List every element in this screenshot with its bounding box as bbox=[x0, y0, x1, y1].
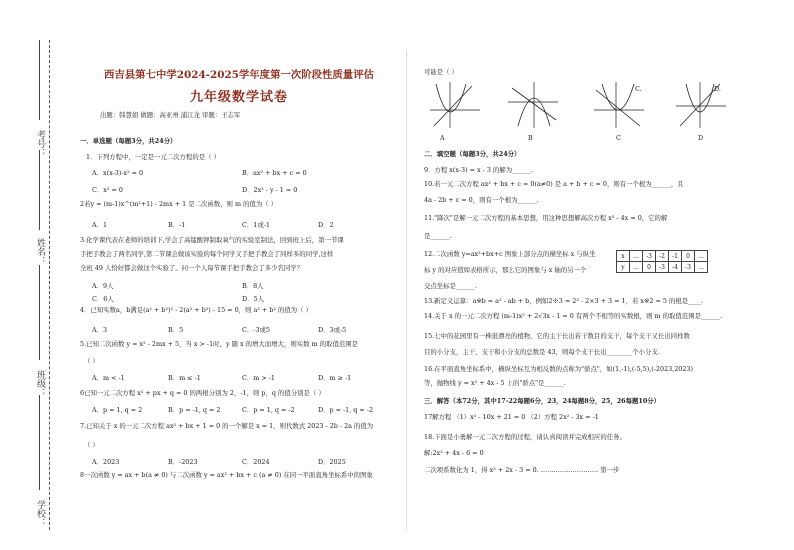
graph-label-b: B bbox=[528, 134, 533, 142]
q6-option-b: B．p = -1, q = 2 bbox=[168, 406, 221, 414]
exam-title: 西吉县第七中学2024-2025学年度第一次阶段性质量评估 bbox=[104, 69, 374, 81]
question-7-line-1: 7.已知关于 x 的一元二次方程 ax² + bx + 1 = 0 的一个解是 x = 1，则代数式 2023 - 2b - 2a 的值为 bbox=[80, 422, 374, 430]
table-cell: x bbox=[617, 251, 630, 262]
school-label: 学校： bbox=[35, 500, 45, 527]
graph-option-b bbox=[504, 80, 560, 130]
table-cell: -4 bbox=[669, 262, 682, 273]
right-column bbox=[420, 0, 742, 550]
q7-option-a: A．2023 bbox=[92, 458, 120, 466]
q3-option-b: B．8人 bbox=[242, 282, 264, 290]
q6-option-c: C．p = 1, q = -2 bbox=[242, 406, 295, 414]
table-cell: 0 bbox=[682, 251, 695, 262]
q6-option-a: A．p = 1, q = 2 bbox=[92, 406, 143, 414]
table-cell: y bbox=[617, 262, 630, 273]
section-answer: 三．解答（本72分，其中17-22每题6分，23，24每题8分，25，26每题10分） bbox=[424, 397, 661, 405]
school-line bbox=[39, 395, 40, 490]
question-11-line-1: 11."降次"是解一元二次方程的基本思想，用这种思想解高次方程 x³ - 4x = 0，它的解 bbox=[424, 214, 668, 222]
value-table bbox=[616, 250, 708, 273]
q1-option-d: D．2x² - y - 1 = 0 bbox=[242, 186, 298, 194]
q7-option-c: C．2024 bbox=[242, 458, 270, 466]
class-line bbox=[39, 265, 40, 360]
question-9: 9．方程 x(x-3) = x - 3 的解为______. bbox=[424, 166, 534, 174]
question-10-line-1: 10.若一元二次方程 ax² + bx + c = 0(a≠0) 是 a + b + c = 0，则有一个根为______，且 bbox=[424, 180, 684, 188]
question-14: 14.关于 x 的一元二次方程 (m-1)x² + 2√3x - 1 = 0 有两个不相等的实数根，则 m 的取值范围是______. bbox=[424, 312, 723, 320]
q1-option-a: A．x(x-3)-x² = 0 bbox=[92, 169, 144, 177]
section-fill-in: 二．填空题（每题3分，共24分） bbox=[424, 150, 521, 158]
question-3-line-1: 3.化学课代表在老师的培训下,学会了高锰酸钾制取氧气的实验室制法，回到班上后，第一节课 bbox=[80, 236, 344, 244]
question-8-continued: 可能是（ ） bbox=[424, 68, 458, 76]
q7-option-d: D．2025 bbox=[318, 458, 346, 466]
q2-option-c: C．1或-1 bbox=[242, 221, 270, 229]
table-cell: 0 bbox=[643, 262, 656, 273]
q3-option-c: C．6人 bbox=[92, 295, 114, 303]
q5-option-a: A．m < -1 bbox=[92, 374, 125, 382]
table-cell: -3 bbox=[656, 262, 669, 273]
question-15-line-1: 15.七中的花园里有一株很漂亮的植物，它的主干长出若干数目的支干，每个支干又长出同样数 bbox=[424, 332, 690, 340]
question-1: 1．下列方程中，一定是一元二次方程的是（ ） bbox=[86, 153, 220, 161]
question-2: 2若y = (m-1)x^(m²+1) - 2mx + 1 是二次函数，则 m 的值为（ ） bbox=[80, 200, 278, 208]
question-11-line-2: 是______. bbox=[424, 232, 452, 240]
q3-option-d: D．5人 bbox=[242, 295, 264, 303]
table-cell: -2 bbox=[656, 251, 669, 262]
left-column bbox=[80, 0, 398, 550]
question-15-line-2: 目的小分支，主干、支干和小分支的总数是 43，则每个支干长出________个小分支. bbox=[424, 348, 660, 356]
question-12-line-1: 12.二次函数 y=ax²+bx+c 图象上部分点的横坐标 x 与纵坐 bbox=[424, 250, 596, 258]
table-row-x bbox=[617, 251, 708, 262]
question-16-line-1: 16.在平面直角坐标系中，横纵坐标互为相反数的点称为"骄点"，如(1,-1),(-5,5),(-2023,2023) bbox=[424, 365, 693, 373]
question-8: 8一次函数 y = ax + b(a ≠ 0) 与二次函数 y = ax² + bx + c (a ≠ 0) 在同一平面直角坐标系中的图象 bbox=[80, 471, 373, 479]
graph-label-c-top: C. bbox=[635, 85, 642, 93]
question-3-line-2: 手把手教会了两名同学,第二节课会做该实验的每个同学又手把手教会了同样多的同学,这样 bbox=[80, 250, 334, 258]
question-18-solution: 解:2x² + 4x - 6 = 0 bbox=[424, 449, 484, 457]
q2-option-a: A．1 bbox=[92, 221, 108, 229]
question-18-step-1: 二次项系数化为 1，得 x² + 2x - 3 = 0. ……………………… 第一步 bbox=[424, 466, 620, 474]
table-row-y bbox=[617, 262, 708, 273]
question-6: 6已知一元二次方程 x² + px + q = 0 的两根分别为 2，-1，则 p，q 的值分别是（ ） bbox=[80, 389, 325, 397]
question-16-line-2: 等，抛物线 y = x² + 4x - 5 上的"骄点"是______. bbox=[424, 379, 566, 387]
graph-label-d: D bbox=[698, 134, 704, 142]
graph-label-c: C bbox=[616, 134, 621, 142]
binding-dashed-line bbox=[49, 40, 50, 530]
question-13: 13.新定义运算：a※b = a² - ab + b，例如2※3 = 2² - 2×3 + 3 = 1，若 x※2 = 5 的根是____. bbox=[424, 297, 703, 305]
question-18: 18.下面是小勇解一元二次方程的过程，请认真阅读并完成相应的任务。 bbox=[424, 433, 626, 441]
table-cell: ... bbox=[630, 262, 643, 273]
q4-option-b: B．5 bbox=[168, 326, 184, 334]
question-3-line-3: 全班 49 人恰好都会做这个实验了。问一个人每节课手把手教会了多少名同学？ bbox=[80, 264, 304, 272]
name-label: 姓名： bbox=[35, 238, 45, 265]
q7-option-b: B．-2023 bbox=[168, 458, 198, 466]
graph-option-a bbox=[426, 80, 482, 130]
q5-option-d: D．m ≥ -1 bbox=[318, 374, 352, 382]
section-single-choice: 一．单选题（每题3分，共24分） bbox=[80, 137, 177, 145]
q3-option-a: A．9人 bbox=[92, 282, 114, 290]
question-12-line-2: 标 y 的对应值如表格所示，那么它的图象与 x 轴的另一个 bbox=[424, 266, 587, 274]
question-5-line-2: （ ） bbox=[84, 357, 99, 365]
graph-label-d-top: D. bbox=[714, 85, 721, 93]
table-cell: ... bbox=[695, 262, 708, 273]
name-line bbox=[39, 150, 40, 230]
class-label: 班级： bbox=[35, 370, 45, 397]
table-cell: -1 bbox=[669, 251, 682, 262]
q4-option-d: D．3或-5 bbox=[318, 326, 347, 334]
column-divider bbox=[406, 50, 407, 530]
authors-line: 出题：韩慧娟 做题：高亚州 浦江龙 审题：王志军 bbox=[100, 111, 241, 119]
exam-subtitle: 九年级数学试卷 bbox=[189, 90, 288, 105]
question-7-line-2: （ ） bbox=[84, 441, 99, 449]
q1-option-c: C．x² = 0 bbox=[92, 186, 123, 194]
q4-option-c: C．-3或5 bbox=[242, 326, 270, 334]
q5-option-b: B．m ≤ -1 bbox=[168, 374, 201, 382]
table-cell: -3 bbox=[682, 262, 695, 273]
table-cell: ... bbox=[630, 251, 643, 262]
q4-option-a: A．3 bbox=[92, 326, 108, 334]
q2-option-d: D．2 bbox=[318, 221, 334, 229]
q1-option-b: B．ax² + bx + c = 0 bbox=[242, 169, 307, 177]
q2-option-b: B．-1 bbox=[168, 221, 186, 229]
question-10-line-2: 4a - 2b + c = 0，则有一个根为______. bbox=[424, 196, 539, 204]
table-cell: -3 bbox=[643, 251, 656, 262]
q6-option-d: D．p = -1, q = -2 bbox=[318, 406, 374, 414]
question-5-line-1: 5.已知二次函数 y = x² - 2mx + 5，当 x > -1时，y 随 x 的增大而增大，则实数 m 的取值范围是 bbox=[80, 340, 359, 348]
question-17: 17解方程 （1）x² - 10x + 21 = 0 （2）方程 2x² - 3x = -1 bbox=[424, 413, 599, 421]
exam-number-line bbox=[39, 40, 40, 120]
question-12-line-3: 交点坐标是______. bbox=[424, 282, 478, 290]
table-cell: ... bbox=[695, 251, 708, 262]
question-4: 4．已知实数a，b满足(a² + b²)² - 2(a² + b²) - 15 = 0，则 a² + b² 的值为（ ） bbox=[80, 306, 312, 314]
graph-label-a: A bbox=[440, 134, 445, 142]
q5-option-c: C．m > -1 bbox=[242, 374, 275, 382]
exam-number-label: 考号： bbox=[35, 130, 45, 157]
